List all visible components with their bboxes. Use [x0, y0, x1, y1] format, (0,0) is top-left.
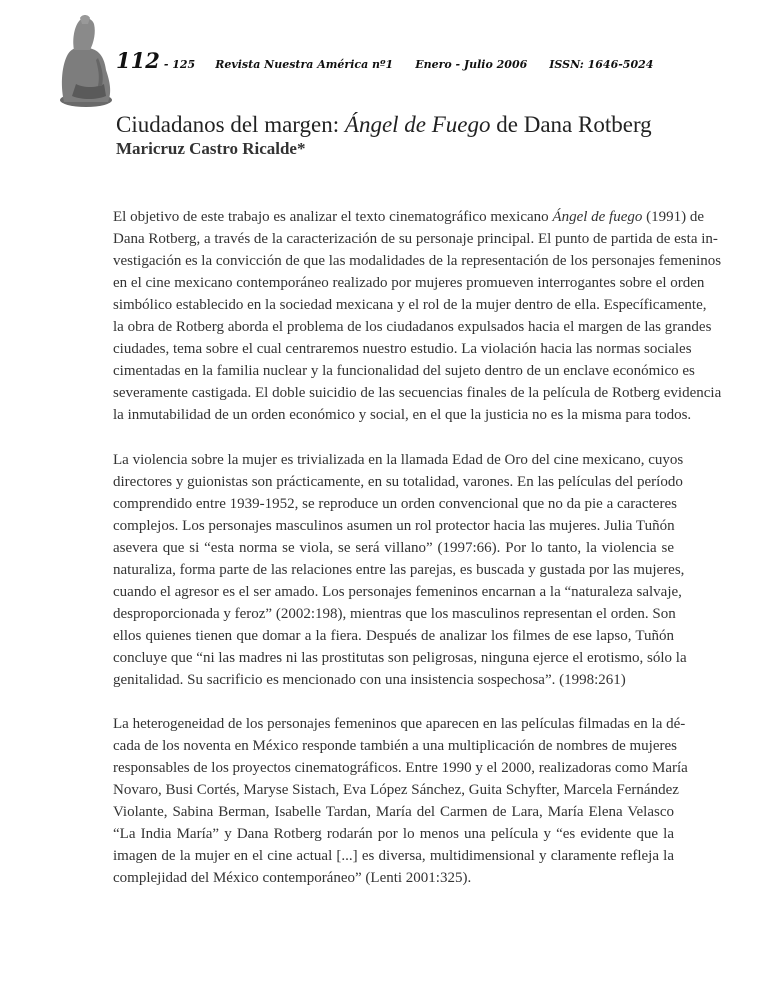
text-line: en el cine mexicano contemporáneo realizado por mujeres promueven interrogantes sobre el orden [113, 275, 705, 291]
issue-date: Enero - Julio 2006 [415, 58, 528, 71]
text-line: ciudades, tema sobre el cual centraremos nuestro estudio. La violación hacia las normas sociales [113, 341, 692, 357]
text-line: responsables de los proyectos cinematográficos. Entre 1990 y el 2000, realizadoras como María [113, 760, 688, 776]
text-line: “La India María” y Dana Rotberg rodarán por lo menos una película y “es evidente que la [113, 826, 674, 842]
text-line: desproporcionada y feroz” (2002:198), mientras que los masculinos representan el orden. Son [113, 606, 676, 622]
text-line: asevera que si “esta norma se viola, se será villano” (1997:66). Por lo tanto, la violencia se [113, 540, 674, 556]
text-line: cuando el agresor es el ser amado. Los personajes femeninos encarnan a la “naturaleza salvaje, [113, 584, 682, 600]
text-line: genitalidad. Su sacrificio es mencionado con una insistencia sospechosa”. (1998:261) [113, 672, 626, 688]
page-range-end: - 125 [163, 58, 196, 71]
text-line: la inmutabilidad de un orden económico y social, en el que la justicia no es la misma para todos. [113, 407, 692, 423]
text-line: directores y guionistas son prácticamente, en su totalidad, varones. En las películas del período [113, 474, 683, 490]
text-line: cimentadas en la familia nuclear y la funcionalidad del sujeto dentro de un enclave económico es [113, 363, 695, 379]
journal-name: Revista Nuestra América nº1 [215, 58, 394, 71]
title-suffix: de Dana Rotberg [490, 112, 652, 137]
text-line: El objetivo de este trabajo es analizar el texto cinematográfico mexicano Ángel de fuego (1991) de [113, 209, 705, 225]
title-film: Ángel de Fuego [344, 112, 491, 137]
paragraph-3 [113, 713, 688, 889]
text-line: complejos. Los personajes masculinos asumen un rol protector hacia las mujeres. Julia Tuñón [113, 518, 675, 534]
title-prefix: Ciudadanos del margen: [116, 112, 345, 137]
running-header [116, 48, 675, 73]
text-line: cada de los noventa en México responde también a una multiplicación de nombres de mujeres [113, 738, 677, 754]
paragraph-2 [113, 449, 687, 691]
text-line: ellos quienes tienen que domar a la fiera. Después de analizar los filmes de ese lapso, Tuñón [113, 628, 674, 644]
text-line: naturaliza, forma parte de las relaciones entre las parejas, es buscada y gustada por las mujeres, [113, 562, 685, 578]
text-line: la obra de Rotberg aborda el problema de los ciudadanos expulsados hacia el margen de las grandes [113, 319, 712, 335]
article-title [116, 112, 652, 138]
text-line: Dana Rotberg, a través de la caracterización de su personaje principal. El punto de partida de esta in- [113, 231, 718, 247]
text-line: imagen de la mujer en el cine actual [...] es diversa, multidimensional y claramente refleja la [113, 848, 674, 864]
text-line: La heterogeneidad de los personajes femeninos que aparecen en las películas filmadas en la dé- [113, 716, 686, 732]
text-line: simbólico establecido en la sociedad mexicana y el rol de la mujer dentro de ella. Específicamente, [113, 297, 707, 313]
paragraph-1 [113, 206, 722, 426]
text-line: vestigación es la convicción de que las modalidades de la representación de los personajes femeninos [113, 253, 722, 269]
text-line: complejidad del México contemporáneo” (Lenti 2001:325). [113, 870, 472, 886]
journal-logo-statue-image [56, 14, 114, 108]
text-line: concluye que “ni las madres ni las prostitutas son peligrosas, ninguna ejerce el erotismo, sólo la [113, 650, 687, 666]
text-line: Novaro, Busi Cortés, Maryse Sistach, Eva López Sánchez, Guita Schyfter, Marcela Fernández [113, 782, 679, 798]
text-line: La violencia sobre la mujer es trivializada en la llamada Edad de Oro del cine mexicano, cuyos [113, 452, 684, 468]
text-line: severamente castigada. El doble suicidio de las secuencias finales de la película de Rotberg evidencia [113, 385, 722, 401]
article-author: Maricruz Castro Ricalde* [116, 139, 306, 158]
text-line: comprendido entre 1939-1952, se reproduce un orden convencional que no da pie a caracteres [113, 496, 677, 512]
text-line: Violante, Sabina Berman, Isabelle Tardan, María del Carmen de Lara, María Elena Velasco [113, 804, 674, 820]
issn: ISSN: 1646-5024 [549, 58, 654, 71]
page-number: 112 [116, 48, 160, 73]
